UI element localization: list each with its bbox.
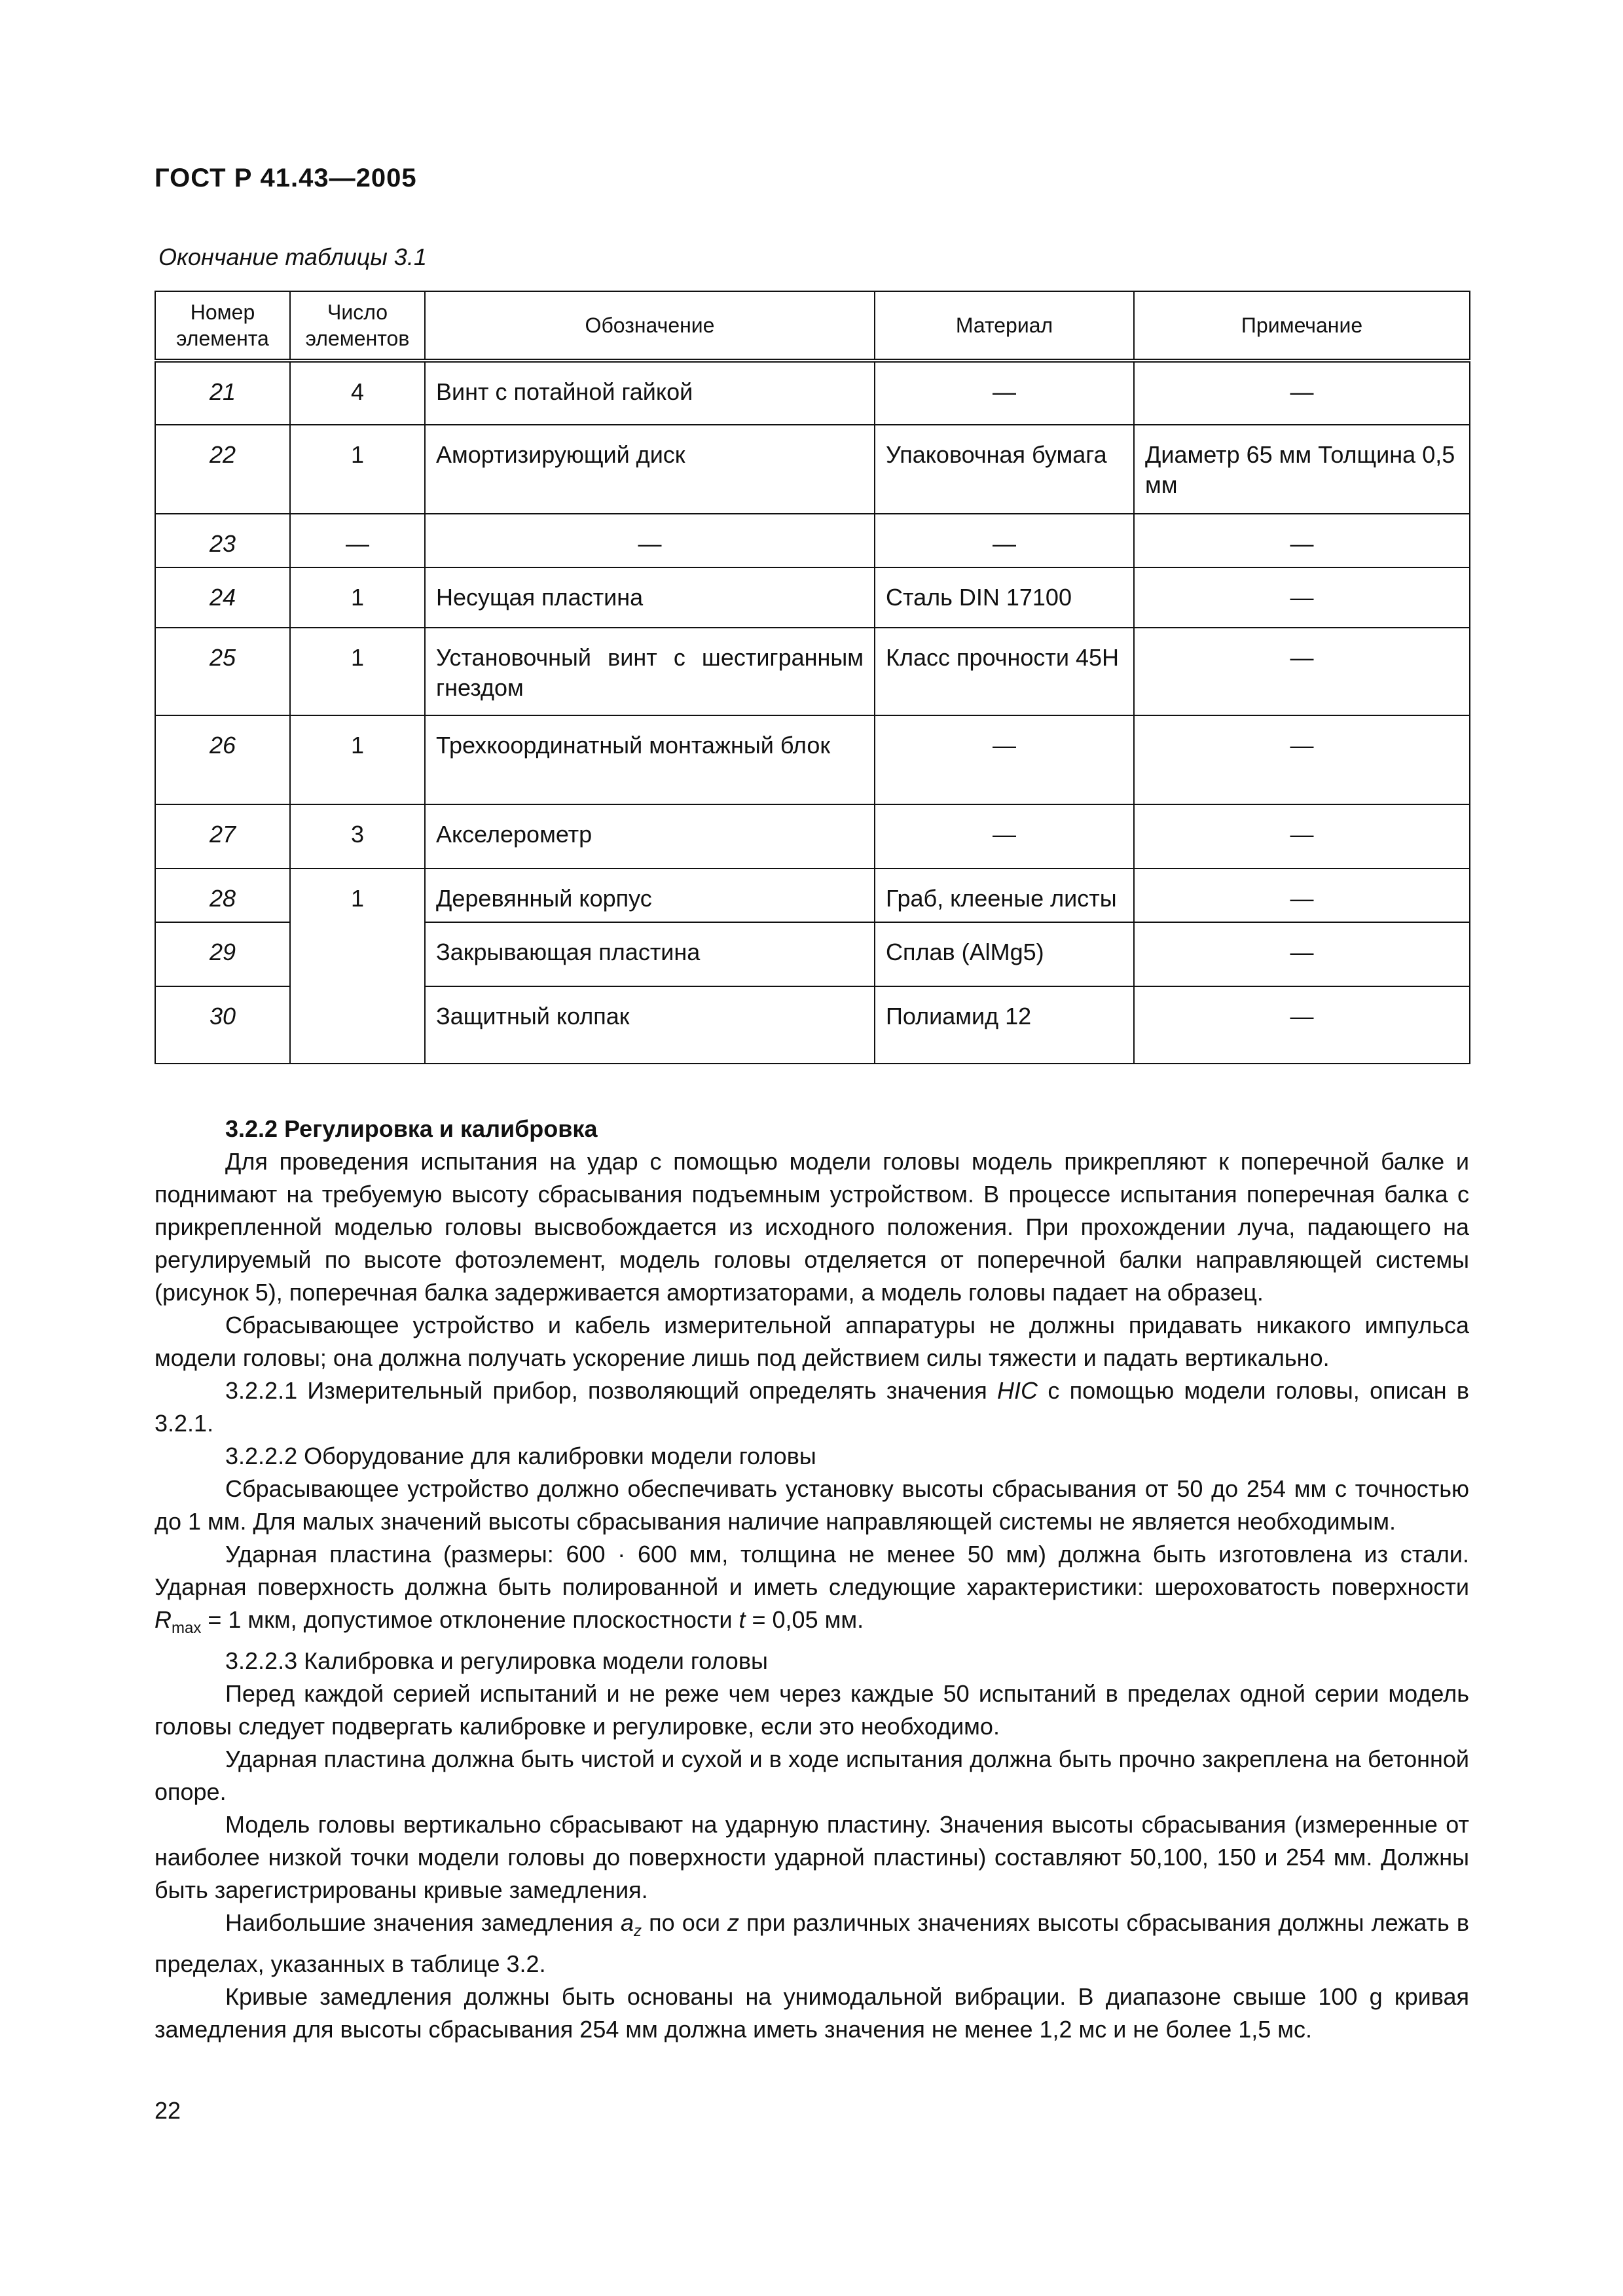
- cell-note: —: [1134, 628, 1470, 715]
- roughness-symbol: R: [155, 1606, 172, 1633]
- cell-designation: Защитный колпак: [425, 986, 875, 1064]
- cell-material: Упаковочная бумага: [875, 425, 1134, 514]
- paragraph: Сбрасывающее устройство и кабель измерительной аппаратуры не должны придавать никакого импульса модели головы; она должна получать ускорение лишь под действием силы тяжести и падать вертикально.: [155, 1312, 1469, 1371]
- cell-designation: —: [425, 514, 875, 567]
- column-header-count: Число элементов: [290, 291, 425, 361]
- cell-note: —: [1134, 869, 1470, 922]
- column-header-designation: Обозначение: [425, 291, 875, 361]
- section-heading: 3.2.2 Регулировка и калибровка: [225, 1115, 598, 1142]
- cell-note: —: [1134, 567, 1470, 628]
- column-header-note: Примечание: [1134, 291, 1470, 361]
- cell-material: Класс прочности 45H: [875, 628, 1134, 715]
- table-row: [155, 628, 1470, 715]
- cell-material: Сталь DIN 17100: [875, 567, 1134, 628]
- page-number: 22: [155, 2097, 181, 2124]
- paragraph: Перед каждой серией испытаний и не реже чем через каждые 50 испытаний в пределах одной серии модель головы следует подвергать калибровке и регулировке, если это необходимо.: [155, 1680, 1469, 1740]
- axis-subscript: z: [634, 1922, 642, 1941]
- paragraph: Кривые замедления должны быть основаны на унимодальной вибрации. В диапазоне свыше 100 g кривая замедления для высоты сбрасывания 254 мм должна иметь значения не менее 1,2 мс и не более 1,5 мс.: [155, 1983, 1469, 2043]
- text-run: Наибольшие значения замедления: [225, 1909, 621, 1937]
- cell-material: —: [875, 514, 1134, 567]
- cell-material: —: [875, 715, 1134, 804]
- paragraph: Для проведения испытания на удар с помощью модели головы модель прикрепляют к поперечной балке и поднимают на требуемую высоту сбрасывания подъемным устройством. В процессе испытания поперечная балка с прикрепленной моделью головы высвобождается из исходного положения. При прохождении луча, падающего на регулируемый по высоте фотоэлемент, модель головы отделяется от поперечной балки направляющей системы (рисунок 5), поперечная балка задерживается амортизаторами, а модель головы падает на образец.: [155, 1148, 1469, 1306]
- paragraph: Сбрасывающее устройство должно обеспечивать установку высоты сбрасывания от 50 до 254 мм с точностью до 1 мм. Для малых значений высоты сбрасывания наличие направляющей системы не является необходимым.: [155, 1475, 1469, 1535]
- text-run: по оси: [642, 1909, 728, 1937]
- paragraph: Модель головы вертикально сбрасывают на ударную пластину. Значения высоты сбрасывания (измеренные от наиболее низкой точки модели головы до поверхности ударной пластины) составляют 50,100, 150 и 254 мм. Должны быть зарегистрированы кривые замедления.: [155, 1811, 1469, 1904]
- cell-designation: Установочный винт с шестигранным гнездом: [425, 628, 875, 715]
- cell-number: 21: [155, 361, 290, 425]
- cell-note: —: [1134, 922, 1470, 986]
- cell-number: 22: [155, 425, 290, 514]
- cell-count: 1: [290, 715, 425, 804]
- cell-designation: Амортизирующий диск: [425, 425, 875, 514]
- cell-note: —: [1134, 514, 1470, 567]
- cell-note: Диаметр 65 мм Толщина 0,5 мм: [1134, 425, 1470, 514]
- table-row: [155, 514, 1470, 567]
- cell-count: 1: [290, 628, 425, 715]
- cell-designation: Акселерометр: [425, 804, 875, 869]
- cell-number: 23: [155, 514, 290, 567]
- paragraph: 3.2.2.2 Оборудование для калибровки модели головы: [225, 1443, 816, 1469]
- text-run: = 0,05 мм.: [745, 1606, 864, 1633]
- cell-material: —: [875, 804, 1134, 869]
- document-code: ГОСТ Р 41.43—2005: [155, 164, 417, 192]
- cell-count: 1: [290, 425, 425, 514]
- deceleration-subscript: [634, 1922, 642, 1940]
- cell-number: 30: [155, 986, 290, 1064]
- text-run: = 1 мкм, допустимое отклонение плоскостности: [201, 1606, 739, 1633]
- cell-number: 24: [155, 567, 290, 628]
- cell-designation: Деревянный корпус: [425, 869, 875, 922]
- cell-note: —: [1134, 986, 1470, 1064]
- text-run: Ударная пластина (размеры: 600 · 600 мм, толщина не менее 50 мм) должна быть изготовлена из стали. Ударная поверхность должна быть полированной и иметь следующие характеристики: шероховатость поверхности: [155, 1541, 1469, 1600]
- paragraph: 3.2.2.3 Калибровка и регулировка модели головы: [225, 1647, 768, 1675]
- cell-note: —: [1134, 361, 1470, 425]
- cell-designation: Несущая пластина: [425, 567, 875, 628]
- text-run: с помощью модели головы, описан в 3.2.1.: [155, 1377, 1469, 1437]
- flatness-symbol: t: [739, 1606, 746, 1633]
- table-row: [155, 425, 1470, 514]
- cell-count: 3: [290, 804, 425, 869]
- cell-count: —: [290, 514, 425, 567]
- column-header-number: Номер элемента: [155, 291, 290, 361]
- roughness-subscript: max: [172, 1619, 202, 1638]
- hic-term: HIC: [997, 1377, 1038, 1404]
- cell-number: 26: [155, 715, 290, 804]
- deceleration-symbol: a: [621, 1909, 634, 1937]
- cell-number: 28: [155, 869, 290, 922]
- cell-material: Сплав (AlMg5): [875, 922, 1134, 986]
- table-row: [155, 869, 1470, 922]
- text-run: 3.2.2.1 Измерительный прибор, позволяющий определять значения: [225, 1377, 998, 1404]
- parts-table: [155, 291, 1470, 1064]
- column-header-material: Материал: [875, 291, 1134, 361]
- axis-symbol: z: [727, 1909, 740, 1937]
- cell-number: 29: [155, 922, 290, 986]
- cell-note: —: [1134, 804, 1470, 869]
- paragraph: [155, 1374, 1469, 1440]
- cell-count: 4: [290, 361, 425, 425]
- cell-designation: Винт с потайной гайкой: [425, 361, 875, 425]
- table-row: [155, 715, 1470, 804]
- paragraph: [155, 1538, 1469, 1645]
- cell-designation: Трехкоординатный монтажный блок: [425, 715, 875, 804]
- cell-note: —: [1134, 715, 1470, 804]
- paragraph: Ударная пластина должна быть чистой и сухой и в ходе испытания должна быть прочно закреплена на бетонной опоре.: [155, 1746, 1469, 1806]
- cell-material: —: [875, 361, 1134, 425]
- table-row: [155, 361, 1470, 425]
- text-run: при различных значениях высоты сбрасывания должны лежать в пределах, указанных в таблице 3.2.: [155, 1909, 1469, 1978]
- paragraph: [155, 1907, 1469, 1981]
- table-header-row: [155, 291, 1470, 361]
- table-row: [155, 804, 1470, 869]
- table-caption: Окончание таблицы 3.1: [158, 243, 427, 270]
- cell-material: Граб, клееные листы: [875, 869, 1134, 922]
- body-text: [155, 1113, 1469, 2046]
- cell-material: Полиамид 12: [875, 986, 1134, 1064]
- table-row: [155, 567, 1470, 628]
- cell-designation: Закрывающая пластина: [425, 922, 875, 986]
- cell-number: 25: [155, 628, 290, 715]
- cell-count-merged: 1: [290, 869, 425, 1064]
- cell-count: 1: [290, 567, 425, 628]
- cell-number: 27: [155, 804, 290, 869]
